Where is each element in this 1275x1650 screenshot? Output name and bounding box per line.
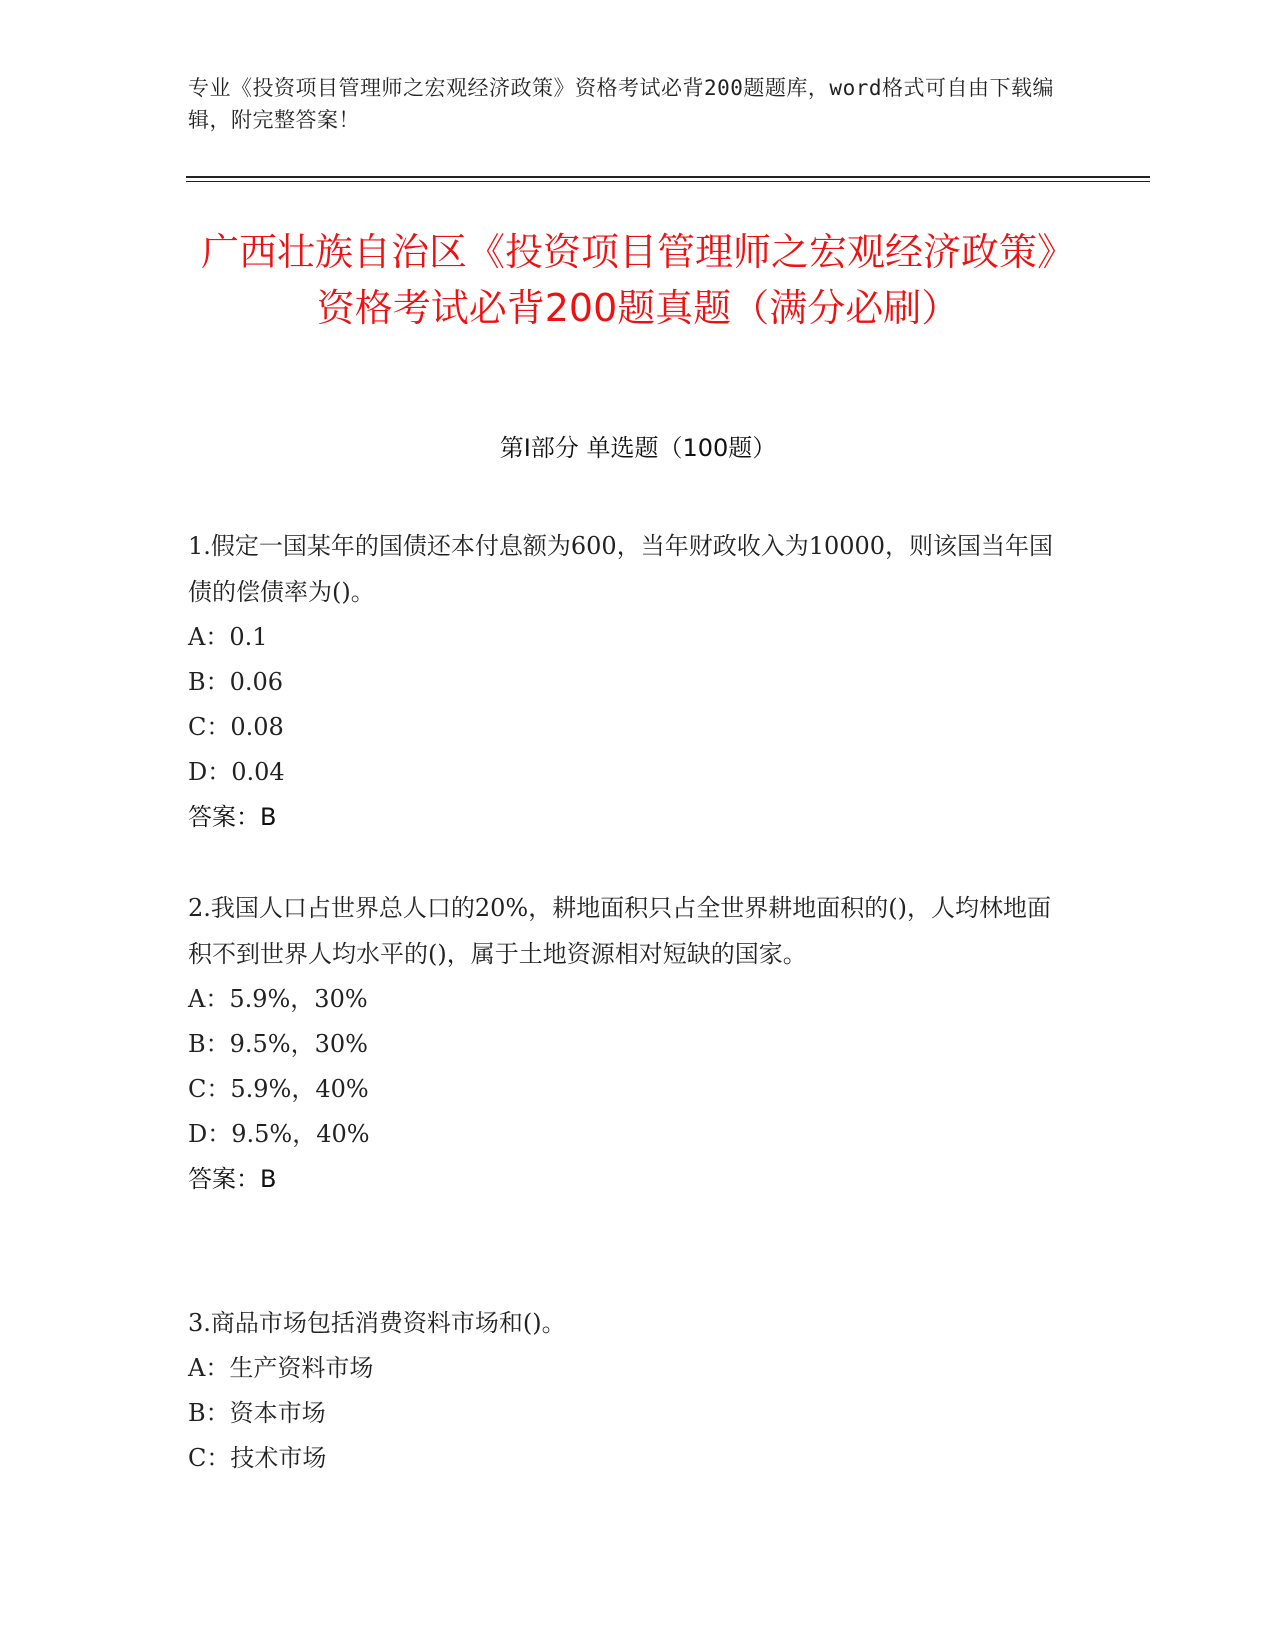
question-1 xyxy=(188,523,1068,840)
question-2 xyxy=(188,885,1068,1202)
option-d: D：9.5%，40% xyxy=(188,1120,370,1148)
option-c: C：技术市场 xyxy=(188,1444,327,1472)
question-3 xyxy=(188,1300,1068,1481)
option-d: D：0.04 xyxy=(188,758,285,786)
option-c: C：5.9%，40% xyxy=(188,1075,369,1103)
option-a: A：生产资料市场 xyxy=(188,1354,374,1382)
option-c: C：0.08 xyxy=(188,713,284,741)
question-stem: 3.商品市场包括消费资料市场和()。 xyxy=(188,1309,566,1337)
header-divider-thin xyxy=(186,181,1150,182)
header-note: 专业《投资项目管理师之宏观经济政策》资格考试必背200题题库，word格式可自由下载编辑，附完整答案！ xyxy=(188,76,1054,132)
option-b: B：资本市场 xyxy=(188,1399,326,1427)
answer-line: 答案：B xyxy=(188,1165,277,1193)
document-title: 广西壮族自治区《投资项目管理师之宏观经济政策》资格考试必背200题真题（满分必刷） xyxy=(200,230,1075,330)
question-stem: 2.我国人口占世界总人口的20%，耕地面积只占全世界耕地面积的()，人均林地面积不到世界人均水平的()，属于土地资源相对短缺的国家。 xyxy=(188,894,1051,968)
option-a: A：5.9%，30% xyxy=(188,985,368,1013)
option-a: A：0.1 xyxy=(188,623,268,651)
option-b: B：0.06 xyxy=(188,668,284,696)
question-stem: 1.假定一国某年的国债还本付息额为600，当年财政收入为10000，则该国当年国债的偿债率为()。 xyxy=(188,532,1054,606)
answer-line: 答案：B xyxy=(188,803,277,831)
header-divider-thick xyxy=(186,176,1150,178)
option-b: B：9.5%，30% xyxy=(188,1030,368,1058)
section-heading: 第I部分 单选题（100题） xyxy=(499,434,777,462)
